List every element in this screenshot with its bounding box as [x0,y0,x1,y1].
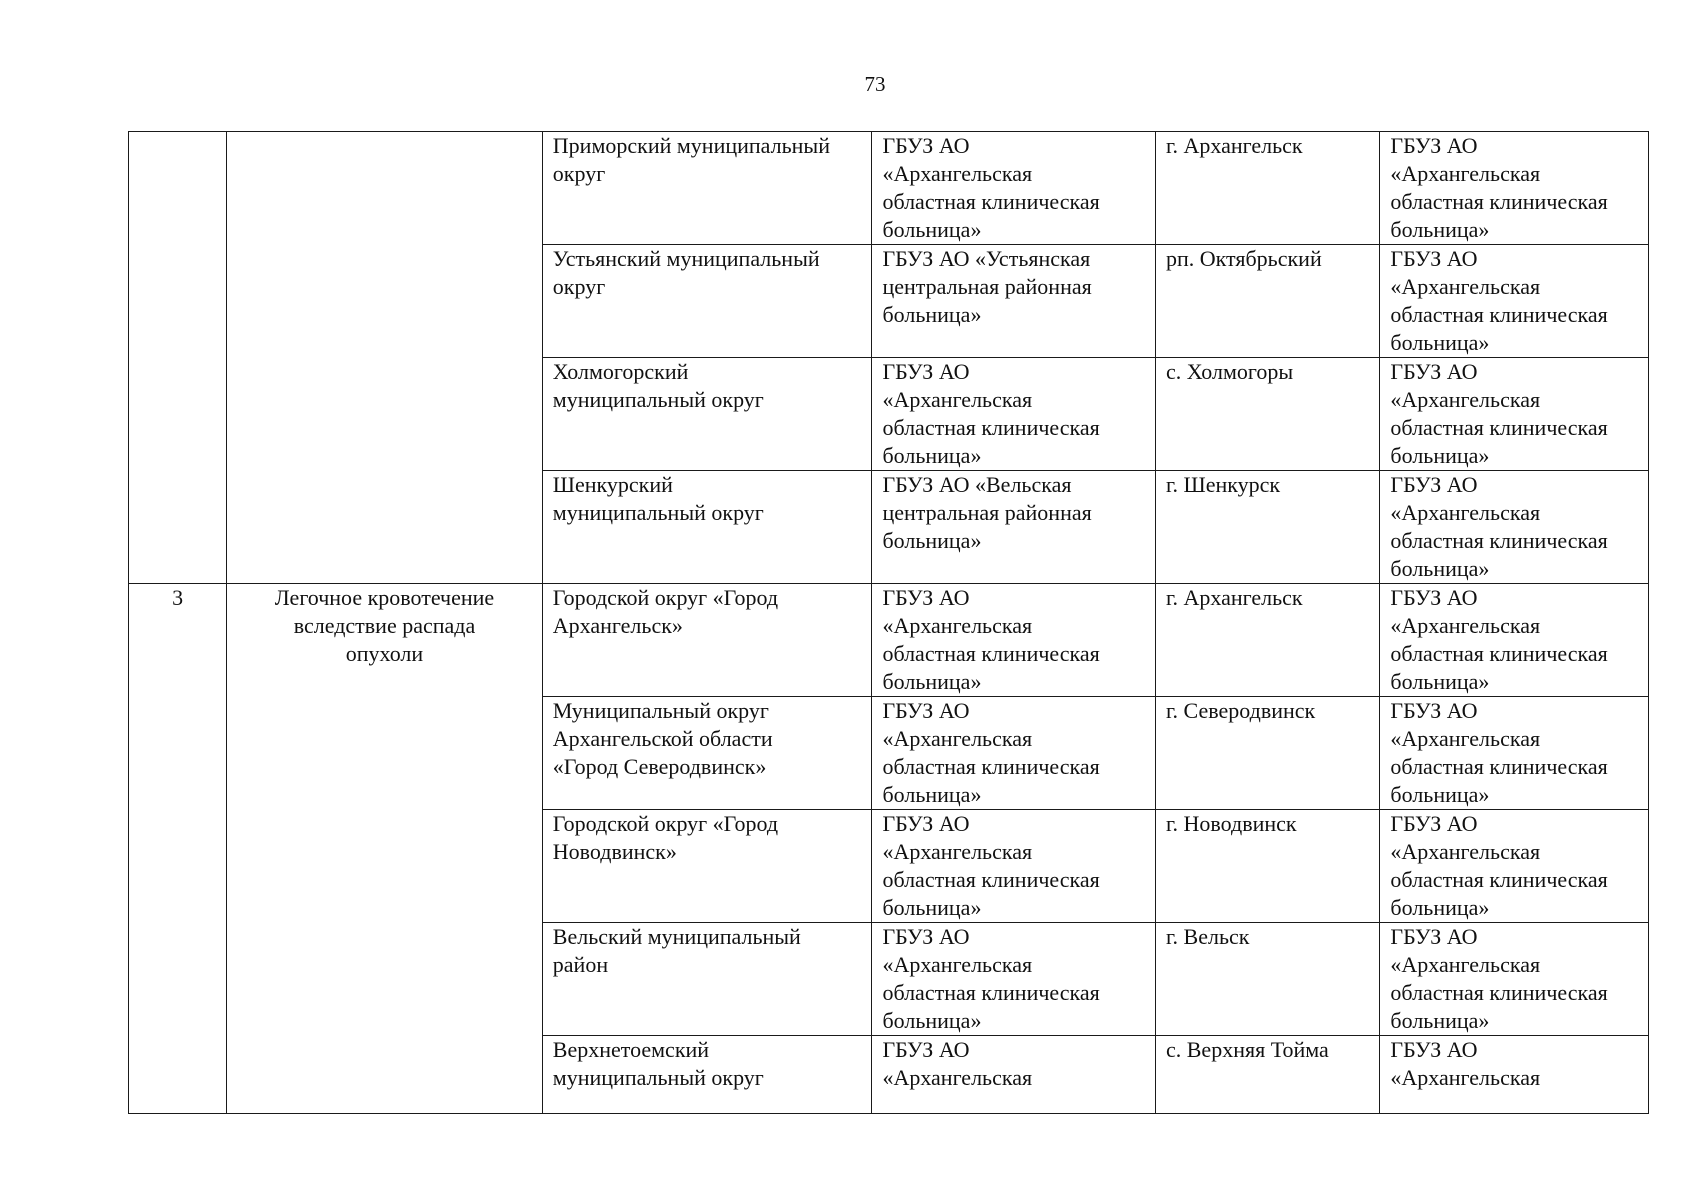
institution-cell: ГБУЗ АО «Вельская центральная районная больница» [872,471,1156,584]
district-cell: Городской округ «Город Архангельск» [542,584,872,697]
district-cell: Шенкурский муниципальный округ [542,471,872,584]
location-cell: г. Вельск [1155,923,1379,1036]
condition-cell: Легочное кровотечение вследствие распада опухоли [227,584,543,1114]
location-cell: с. Холмогоры [1155,358,1379,471]
referral-cell: ГБУЗ АО «Архангельская областная клиническая больница» [1380,245,1649,358]
referral-cell: ГБУЗ АО «Архангельская областная клиническая больница» [1380,584,1649,697]
district-cell: Муниципальный округ Архангельской области «Город Северодвинск» [542,697,872,810]
location-cell: г. Северодвинск [1155,697,1379,810]
location-cell: г. Шенкурск [1155,471,1379,584]
institution-cell: ГБУЗ АО «Архангельская [872,1036,1156,1114]
referral-cell: ГБУЗ АО «Архангельская областная клиническая больница» [1380,810,1649,923]
district-cell: Городской округ «Город Новодвинск» [542,810,872,923]
referral-cell: ГБУЗ АО «Архангельская областная клиническая больница» [1380,132,1649,245]
district-cell: Холмогорский муниципальный округ [542,358,872,471]
page-number: 73 [864,72,886,96]
district-cell: Верхнетоемский муниципальный округ [542,1036,872,1114]
referral-cell: ГБУЗ АО «Архангельская областная клиническая больница» [1380,471,1649,584]
condition-cell [227,132,543,584]
location-cell: г. Архангельск [1155,132,1379,245]
location-cell: г. Новодвинск [1155,810,1379,923]
district-cell: Устьянский муниципальный округ [542,245,872,358]
institution-cell: ГБУЗ АО «Архангельская областная клиническая больница» [872,810,1156,923]
institution-cell: ГБУЗ АО «Архангельская областная клиническая больница» [872,358,1156,471]
row-number-cell [129,132,227,584]
district-cell: Вельский муниципальный район [542,923,872,1036]
referral-cell: ГБУЗ АО «Архангельская [1380,1036,1649,1114]
table-row [129,132,1649,245]
district-cell: Приморский муниципальный округ [542,132,872,245]
referral-cell: ГБУЗ АО «Архангельская областная клиническая больница» [1380,697,1649,810]
institution-cell: ГБУЗ АО «Устьянская центральная районная больница» [872,245,1156,358]
location-cell: с. Верхняя Тойма [1155,1036,1379,1114]
institution-cell: ГБУЗ АО «Архангельская областная клиническая больница» [872,132,1156,245]
institution-cell: ГБУЗ АО «Архангельская областная клиническая больница» [872,923,1156,1036]
location-cell: рп. Октябрьский [1155,245,1379,358]
institution-cell: ГБУЗ АО «Архангельская областная клиническая больница» [872,697,1156,810]
institution-cell: ГБУЗ АО «Архангельская областная клиническая больница» [872,584,1156,697]
location-cell: г. Архангельск [1155,584,1379,697]
table-row [129,584,1649,697]
routing-table [128,131,1649,1114]
referral-cell: ГБУЗ АО «Архангельская областная клиническая больница» [1380,923,1649,1036]
referral-cell: ГБУЗ АО «Архангельская областная клиническая больница» [1380,358,1649,471]
row-number-cell: 3 [129,584,227,1114]
